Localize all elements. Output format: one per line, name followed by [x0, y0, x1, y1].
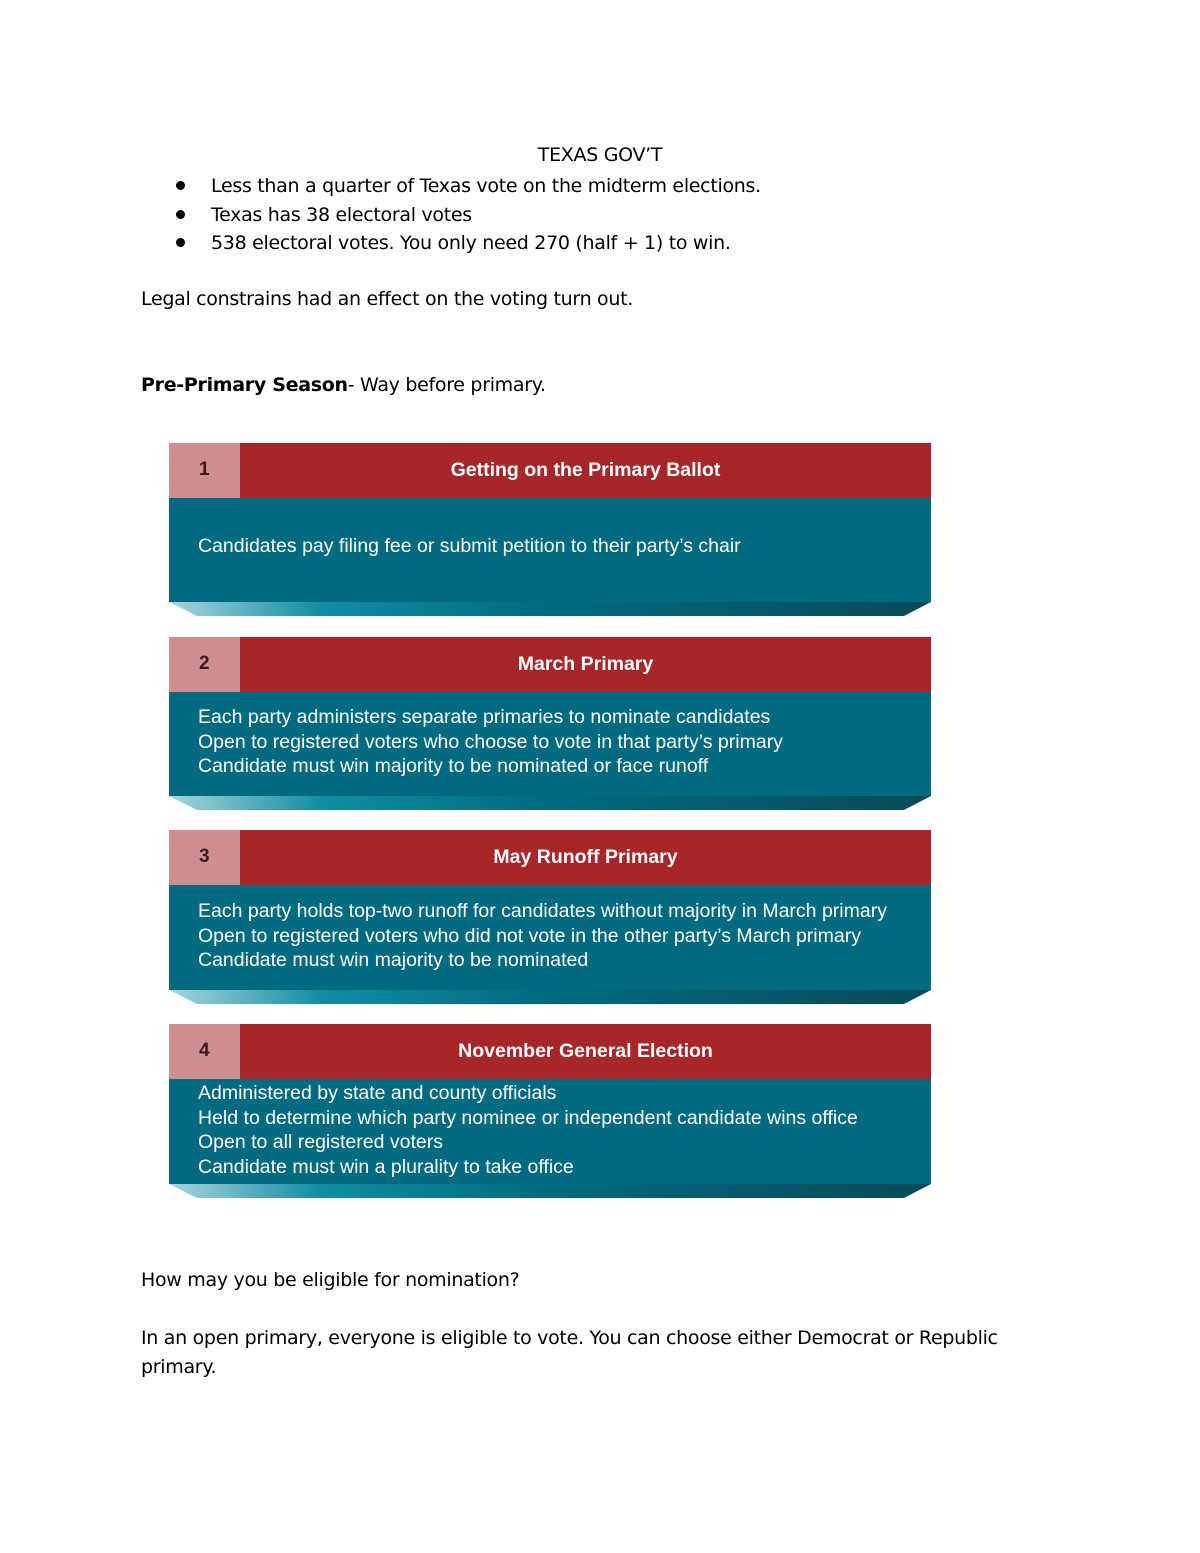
step-line: Held to determine which party nominee or independent candidate wins office: [198, 1106, 858, 1129]
step-header: [169, 637, 931, 692]
step-body: [169, 498, 931, 602]
step-shadow: [169, 796, 931, 811]
step-line: Administered by state and county officials: [198, 1082, 557, 1104]
step-line: Each party administers separate primaries to nominate candidates: [198, 706, 771, 728]
step-lines: [198, 1081, 858, 1179]
legal-note: Legal constrains had an effect on the voting turn out.: [141, 288, 634, 310]
step-lines: [198, 899, 887, 973]
step-number-box: [169, 830, 240, 885]
bullet-list: [170, 174, 761, 260]
step-number-box: [169, 637, 240, 692]
bullet-icon: [176, 210, 185, 219]
bullet-item: [170, 231, 761, 260]
step-title: March Primary: [517, 653, 654, 675]
document-title: TEXAS GOV’T: [537, 144, 663, 166]
bullet-icon: [176, 238, 185, 247]
step-body: [169, 692, 931, 796]
step-line: Candidate must win a plurality to take office: [198, 1155, 574, 1178]
bullet-item: [170, 174, 761, 203]
step-number: 4: [199, 1040, 210, 1061]
step-number-box: [169, 443, 240, 498]
step-header: [169, 443, 931, 498]
eligibility-question: How may you be eligible for nomination?: [141, 1269, 520, 1291]
step-line: Candidate must win majority to be nominated or face runoff: [198, 755, 709, 777]
answer-line-2: primary.: [141, 1356, 217, 1378]
pre-primary-paragraph: [141, 374, 546, 396]
pre-primary-definition: - Way before primary.: [347, 374, 546, 396]
step-title: November General Election: [458, 1040, 713, 1062]
step-line: Candidates pay filing fee or submit petition to their party’s chair: [198, 535, 741, 557]
step-line: Candidate must win majority to be nominated: [198, 949, 589, 971]
step-number-box: [169, 1024, 240, 1079]
step-number: 1: [199, 459, 210, 480]
answer-line-1: In an open primary, everyone is eligible to vote. You can choose either Democrat or Republic: [141, 1327, 998, 1349]
step-shadow: [169, 602, 931, 617]
step-title: May Runoff Primary: [493, 846, 678, 868]
pre-primary-term: Pre-Primary Season: [141, 374, 348, 396]
step-lines: [198, 534, 741, 559]
step-shadow: [169, 1184, 931, 1199]
step-number: 3: [199, 846, 210, 867]
step-title: Getting on the Primary Ballot: [450, 459, 721, 481]
step-header: [169, 1024, 931, 1079]
bullet-text: Less than a quarter of Texas vote on the midterm elections.: [211, 175, 761, 197]
step-lines: [198, 705, 783, 779]
step-line: Open to all registered voters: [198, 1131, 443, 1153]
step-header: [169, 830, 931, 885]
step-body: [169, 885, 931, 990]
bullet-item: [170, 203, 761, 232]
step-number: 2: [199, 653, 210, 674]
bullet-icon: [176, 181, 185, 190]
bullet-text: 538 electoral votes. You only need 270 (half + 1) to win.: [211, 232, 731, 254]
step-line: Open to registered voters who choose to vote in that party’s primary: [198, 730, 783, 753]
bullet-text: Texas has 38 electoral votes: [211, 203, 472, 226]
step-line: Open to registered voters who did not vote in the other party’s March primary: [198, 924, 861, 947]
step-body: [169, 1079, 931, 1184]
step-line: Each party holds top-two runoff for candidates without majority in March primary: [198, 900, 887, 922]
step-shadow: [169, 990, 931, 1005]
